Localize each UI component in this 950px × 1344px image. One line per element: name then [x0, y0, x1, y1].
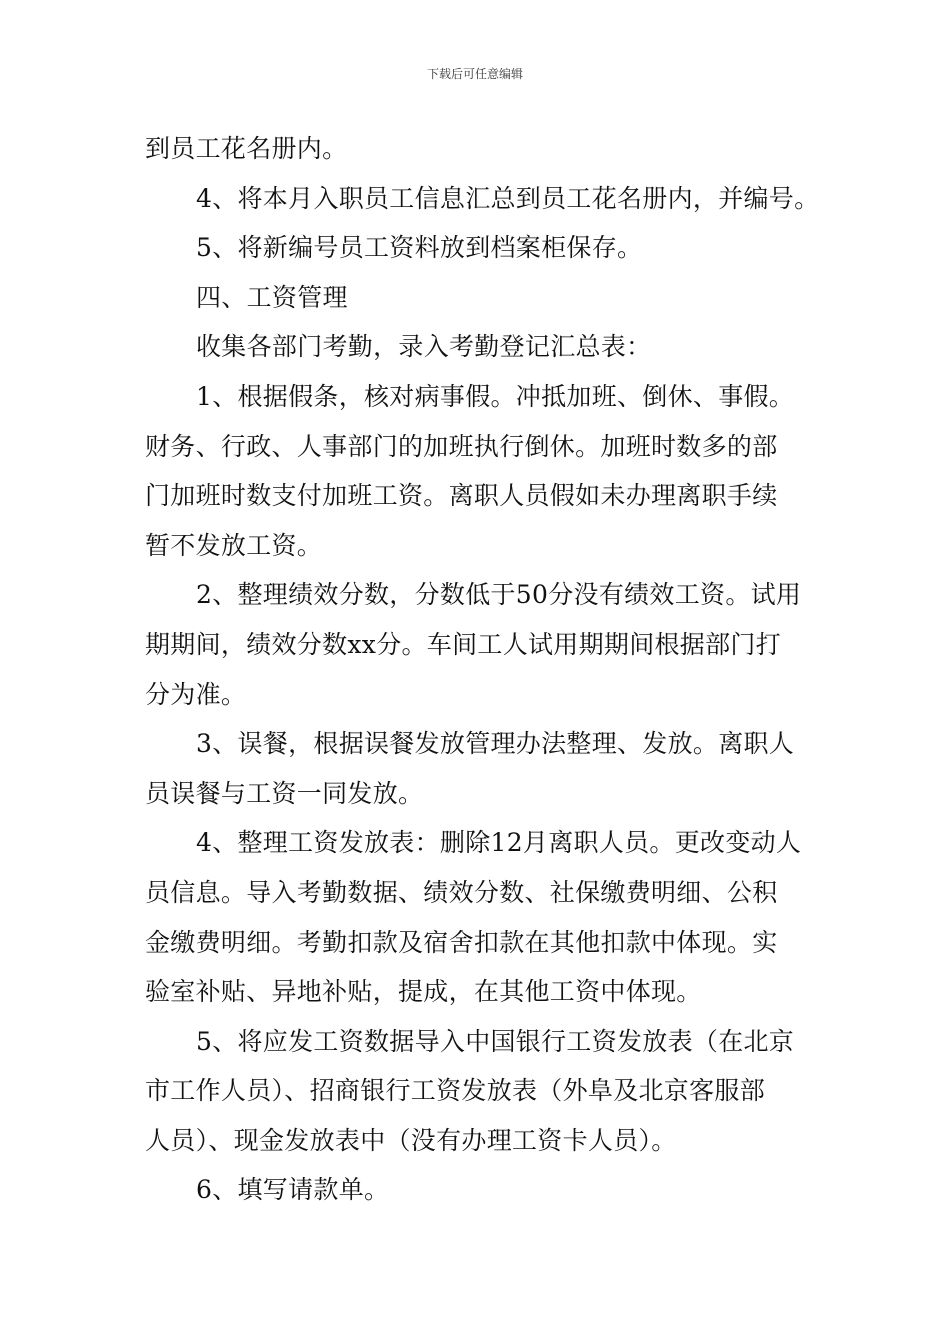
- text-line: 暂不发放工资。: [145, 530, 323, 560]
- text-line: 期期间，绩效分数xx分。车间工人试用期期间根据部门打: [145, 629, 782, 659]
- text-line: 门加班时数支付加班工资。离职人员假如未办理离职手续: [145, 481, 778, 511]
- text-line: 3、误餐，根据误餐发放管理办法整理、发放。离职人: [196, 729, 795, 759]
- text-line: 1、根据假条，核对病事假。冲抵加班、倒休、事假。: [196, 381, 795, 411]
- text-line: 员误餐与工资一同发放。: [145, 778, 424, 808]
- text-line: 5、将新编号员工资料放到档案柜保存。: [196, 233, 643, 263]
- text-line: 人员）、现金发放表中（没有办理工资卡人员）。: [145, 1125, 677, 1155]
- text-line: 验室补贴、异地补贴，提成，在其他工资中体现。: [145, 977, 702, 1007]
- text-line: 金缴费明细。考勤扣款及宿舍扣款在其他扣款中体现。实: [145, 927, 778, 957]
- text-line: 收集各部门考勤，录入考勤登记汇总表：: [196, 332, 652, 362]
- text-line: 4、整理工资发放表：删除12月离职人员。更改变动人: [196, 828, 802, 858]
- text-line: 到员工花名册内。: [145, 134, 348, 163]
- text-line: 财务、行政、人事部门的加班执行倒休。加班时数多的部: [145, 431, 778, 461]
- text-line: 6、填写请款单。: [196, 1175, 390, 1205]
- page-header: 下载后可任意编辑: [426, 67, 523, 81]
- text-line: 分为准。: [145, 679, 247, 709]
- text-line: 四、工资管理: [196, 282, 348, 312]
- text-line: 5、将应发工资数据导入中国银行工资发放表（在北京: [196, 1026, 795, 1056]
- document-body: [145, 124, 820, 1215]
- text-line: 2、整理绩效分数，分数低于50分没有绩效工资。试用: [196, 580, 802, 610]
- text-line: 市工作人员）、招商银行工资发放表（外阜及北京客服部: [145, 1076, 766, 1106]
- text-line: 员信息。导入考勤数据、绩效分数、社保缴费明细、公积: [145, 877, 778, 907]
- text-line: 4、将本月入职员工信息汇总到员工花名册内，并编号。: [196, 183, 820, 213]
